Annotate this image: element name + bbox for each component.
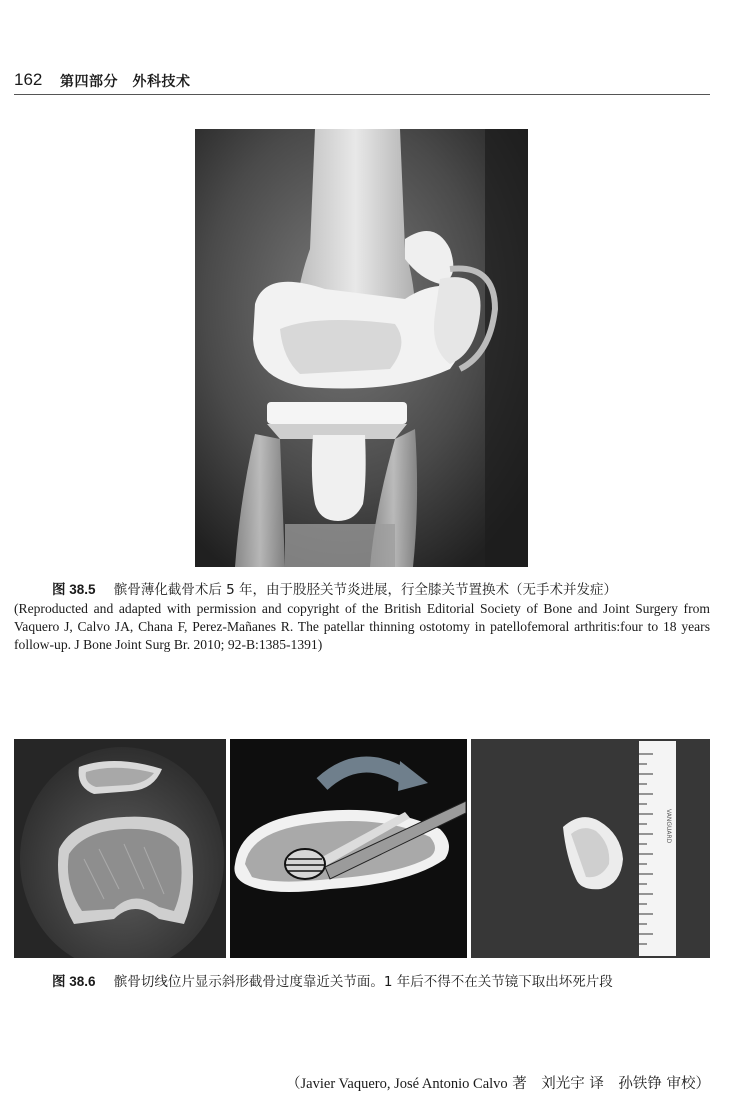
figure-38-6-panel-axial-view [14,739,226,958]
section-title: 第四部分 外科技术 [60,74,191,90]
figure-38-5-label: 图 38.5 [52,582,96,597]
author-credit [286,1072,710,1093]
page-number: 162 [14,70,43,89]
figure-38-6-panel-fragment-photo [471,739,710,958]
figure-38-5-caption [52,578,617,598]
credit-open-paren: （ [286,1076,301,1092]
ruler [639,741,676,956]
credit-close-paren: ） [695,1076,710,1092]
credit-translators: 著 刘光宇 译 孙铁铮 审校 [507,1076,696,1092]
ruler-text: VANGUARD [665,809,672,844]
figure-38-5-caption-cn: 髌骨薄化截骨术后 5 年，由于股胫关节炎进展，行全膝关节置换术（无手术并发症） [113,582,617,598]
figure-38-6-panel-osteotomy-diagram [230,739,467,958]
figure-38-5-caption-en: (Reproducted and adapted with permission and copyright of the British Editorial Society of Bone and Joint Surgery from Vaquero J, Calvo JA, Chana F, Perez-Mañanes R. The patellar thinning ostotomy in patellofemoral arthritis:four to 18 years follow-up. J Bone Joint Surg Br. 2010; 92-B:1385-1391) [14,601,710,652]
figure-38-6-caption [52,970,613,990]
figure-38-6-caption-cn: 髌骨切线位片显示斜形截骨过度靠近关节面。1 年后不得不在关节镜下取出坏死片段 [113,974,613,990]
page-header [14,68,710,95]
credit-authors: Javier Vaquero, José Antonio Calvo [300,1076,508,1092]
figure-38-6-label: 图 38.6 [52,974,96,989]
figure-38-5-radiograph [195,129,528,567]
